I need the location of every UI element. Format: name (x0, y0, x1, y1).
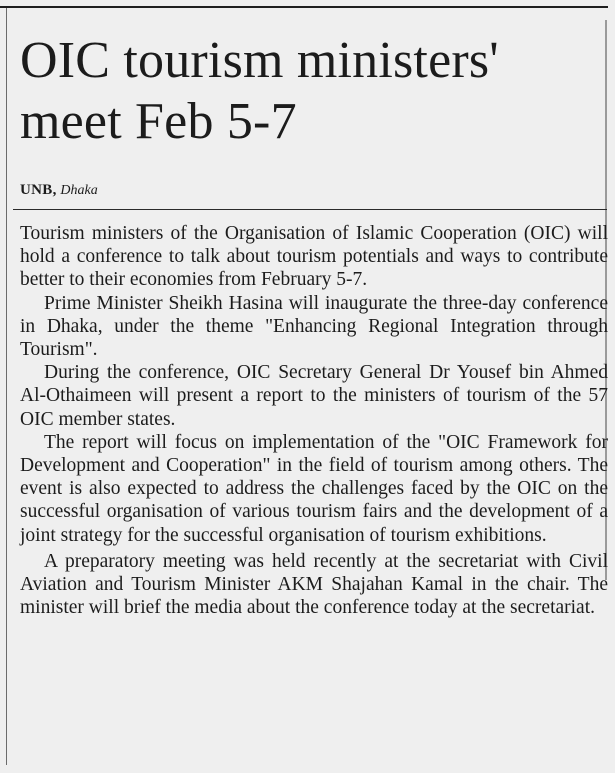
article-paragraph: Prime Minister Sheikh Hasina will inaugurate the three-day conference in Dhaka, under the theme "Enhancing Regional Integration through Tourism". (20, 292, 608, 361)
article-paragraph: The report will focus on implementation of the "OIC Framework for Development and Cooperation" in the field of tourism among others. The event is also expected to address the challenges faced by the OIC on the successful organisation of various tourism fairs and the development of a joint strategy for the successful organisation of tourism exhibitions. (20, 431, 608, 546)
top-rule (0, 6, 608, 8)
left-column-rule (6, 8, 7, 765)
headline: OIC tourism ministers' meet Feb 5-7 (20, 32, 499, 150)
byline (20, 181, 98, 200)
article-paragraph: Tourism ministers of the Organisation of Islamic Cooperation (OIC) will hold a conference to talk about tourism potentials and ways to contribute better to their economies from February 5-7. (20, 223, 608, 291)
byline-rule (13, 209, 607, 210)
article-paragraph: During the conference, OIC Secretary General Dr Yousef bin Ahmed Al-Othaimeen will present a report to the ministers of tourism of the 57 OIC member states. (20, 362, 608, 430)
byline-agency: UNB, (20, 182, 57, 198)
byline-place: Dhaka (60, 183, 98, 198)
article-paragraph: A preparatory meeting was held recently at the secretariat with Civil Aviation and Tourism Minister AKM Shajahan Kamal in the chair. The minister will brief the media about the conference today at the secretariat. (20, 550, 608, 619)
article-body (20, 222, 608, 619)
